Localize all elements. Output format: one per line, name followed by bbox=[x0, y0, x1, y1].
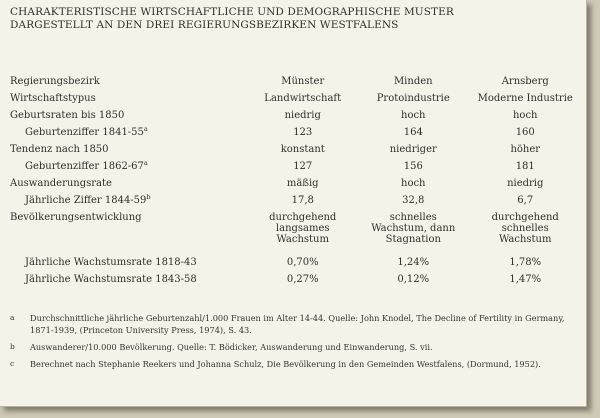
row-label bbox=[10, 195, 243, 212]
cell-arnsberg: 1,78% bbox=[509, 257, 542, 268]
table-row bbox=[10, 161, 586, 178]
cell-arnsberg: 160 bbox=[515, 127, 535, 138]
row-label: Geburtsraten bis 1850 bbox=[10, 110, 125, 121]
cell-line: durchgehend bbox=[269, 212, 337, 223]
cell-line: Wachstum bbox=[498, 234, 552, 245]
cell-minden: hoch bbox=[401, 178, 426, 189]
cell-minden bbox=[362, 212, 464, 253]
cell-arnsberg: höher bbox=[510, 144, 541, 155]
table-row bbox=[10, 110, 586, 127]
cell-line: Stagnation bbox=[385, 234, 441, 245]
cell-muenster: niedrig bbox=[284, 110, 321, 121]
header-minden: Minden bbox=[393, 76, 433, 87]
footnote bbox=[10, 358, 576, 370]
cell-muenster: 0,70% bbox=[286, 257, 319, 268]
row-label: Tendenz nach 1850 bbox=[10, 144, 109, 155]
cell-arnsberg: niedrig bbox=[507, 178, 544, 189]
table-row bbox=[10, 253, 586, 274]
table-row bbox=[10, 212, 586, 253]
footnote-ref: b bbox=[146, 193, 151, 201]
row-label bbox=[10, 161, 243, 178]
cell-minden: 32,8 bbox=[402, 195, 425, 206]
footnote bbox=[10, 341, 576, 353]
cell-arnsberg: 181 bbox=[515, 161, 535, 172]
footnote-text: Auswanderer/10.000 Bevölkerung. Quelle: T. Bödicker, Auswanderung und Einwanderung, S. vii. bbox=[30, 342, 433, 352]
row-label: Bevölkerungsentwicklung bbox=[10, 212, 142, 223]
table-row bbox=[10, 274, 586, 291]
cell-muenster: 0,27% bbox=[286, 274, 319, 285]
footnote-mark: a bbox=[10, 313, 15, 322]
row-label-text: Geburtenziffer 1862-67 bbox=[25, 161, 144, 172]
footnote-text: Berechnet nach Stephanie Reekers und Johanna Schulz, Die Bevölkerung in den Gemeinden Westfalens, (Dormund, 1952). bbox=[30, 359, 541, 369]
table-row bbox=[10, 127, 586, 144]
table-row bbox=[10, 93, 586, 110]
data-table bbox=[10, 76, 586, 291]
table-row bbox=[10, 178, 586, 195]
cell-line: Wachstum bbox=[276, 234, 329, 245]
cell-arnsberg: Moderne Industrie bbox=[477, 93, 573, 104]
title-line-1: CHARAKTERISTISCHE WIRTSCHAFTLICHE UND DEMOGRAPHISCHE MUSTER bbox=[10, 6, 454, 18]
row-label: Jährliche Wachstumsrate 1843-58 bbox=[25, 274, 197, 285]
footnote-mark: c bbox=[10, 359, 15, 368]
cell-line: schnelles bbox=[501, 223, 549, 234]
footnote-ref: a bbox=[143, 125, 148, 133]
cell-line: Wachstum, dann bbox=[371, 223, 456, 234]
cell-line: schnelles bbox=[389, 212, 437, 223]
footnotes bbox=[10, 312, 576, 375]
cell-muenster: Landwirtschaft bbox=[264, 93, 342, 104]
cell-muenster bbox=[243, 212, 362, 253]
footnote-text: Durchschnittliche jährliche Geburtenzahl/1.000 Frauen im Alter 14-44. Quelle: John Knodel, The Decline of Fertility in Germany, 1871-1939, (Princeton University Press, 1974), S. 43. bbox=[30, 313, 565, 335]
row-label: Wirtschaftstypus bbox=[10, 93, 96, 104]
cell-line: durchgehend bbox=[491, 212, 559, 223]
footnote bbox=[10, 312, 576, 336]
row-label: Auswanderungsrate bbox=[10, 178, 112, 189]
row-label: Jährliche Wachstumsrate 1818-43 bbox=[25, 257, 197, 268]
cell-minden: 0,12% bbox=[397, 274, 430, 285]
table-row bbox=[10, 144, 586, 161]
title-line-2: DARGESTELLT AN DEN DREI REGIERUNGSBEZIRKEN WESTFALENS bbox=[10, 19, 399, 31]
footnote-mark: b bbox=[10, 342, 15, 351]
table-header-row bbox=[10, 76, 586, 93]
footnote-ref: a bbox=[143, 159, 148, 167]
table-row bbox=[10, 195, 586, 212]
cell-arnsberg bbox=[464, 212, 586, 253]
cell-minden: niedriger bbox=[389, 144, 437, 155]
cell-minden: hoch bbox=[401, 110, 426, 121]
cell-arnsberg: 6,7 bbox=[517, 195, 534, 206]
cell-minden: Protoindustrie bbox=[376, 93, 450, 104]
header-label: Regierungsbezirk bbox=[10, 76, 100, 87]
row-label-text: Jährliche Ziffer 1844-59 bbox=[25, 195, 147, 206]
cell-arnsberg: hoch bbox=[512, 110, 538, 121]
cell-muenster: 17,8 bbox=[291, 195, 314, 206]
cell-minden: 1,24% bbox=[397, 257, 430, 268]
cell-muenster: 127 bbox=[293, 161, 313, 172]
cell-muenster: 123 bbox=[293, 127, 313, 138]
document-title bbox=[10, 6, 454, 32]
header-muenster: Münster bbox=[281, 76, 325, 87]
row-label bbox=[10, 127, 243, 144]
cell-line: langsames bbox=[275, 223, 330, 234]
header-arnsberg: Arnsberg bbox=[501, 76, 549, 87]
cell-minden: 164 bbox=[403, 127, 423, 138]
cell-minden: 156 bbox=[403, 161, 423, 172]
cell-arnsberg: 1,47% bbox=[509, 274, 542, 285]
cell-muenster: konstant bbox=[280, 144, 325, 155]
row-label-text: Geburtenziffer 1841-55 bbox=[25, 127, 144, 138]
cell-muenster: mäßig bbox=[286, 178, 319, 189]
